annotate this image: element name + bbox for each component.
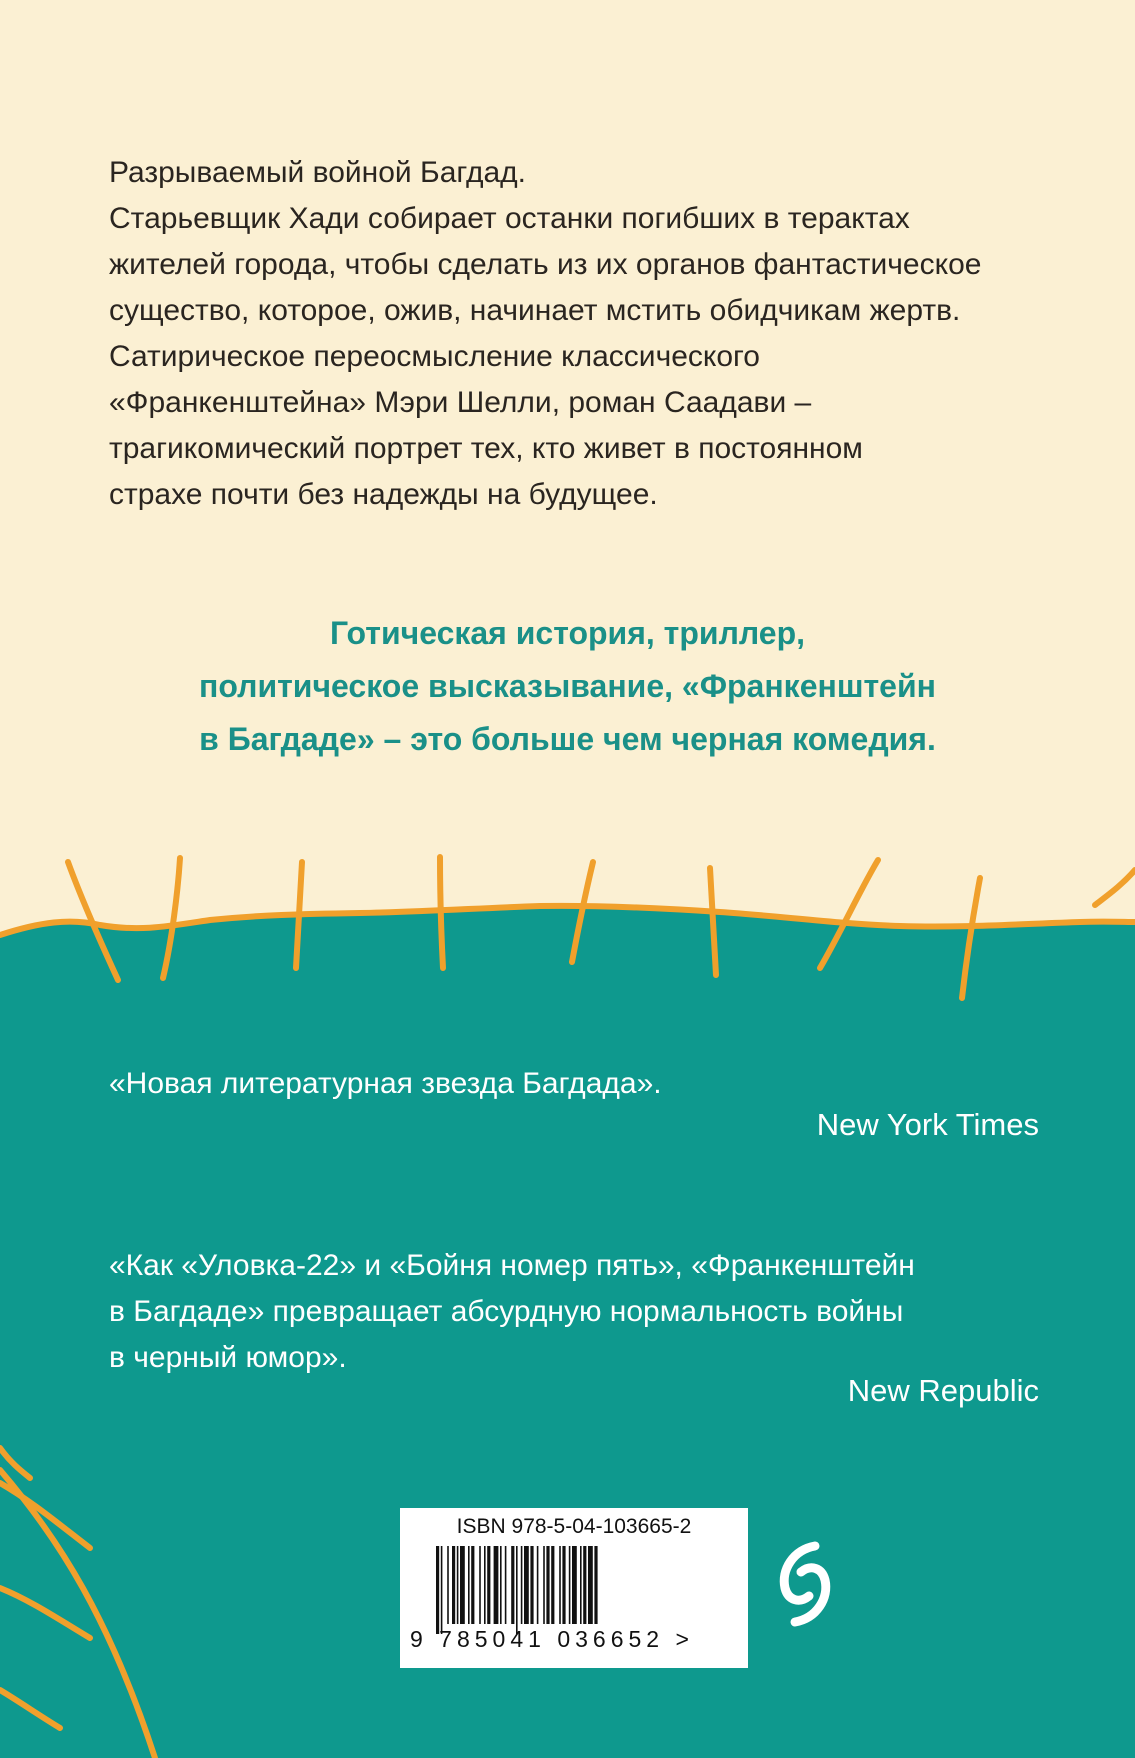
tagline-line: в Багдаде» – это больше чем черная комедия. (199, 721, 936, 757)
barcode-bar (572, 1546, 577, 1624)
synopsis-line: Разрываемый войной Багдад. (109, 156, 526, 189)
barcode-bar (559, 1546, 561, 1624)
synopsis-line: Сатирическое переосмысление классического (109, 340, 760, 373)
barcode-bar (530, 1546, 533, 1624)
synopsis-text (109, 150, 1069, 518)
tagline-line: политическое высказывание, «Франкенштейн (199, 668, 936, 704)
barcode-bar (562, 1546, 565, 1624)
barcode-bar (588, 1546, 593, 1624)
review-source-nyt: New York Times (816, 1107, 1039, 1142)
review-quote-line: «Новая литературная звезда Багдада». (109, 1067, 662, 1100)
review-quote-line: в Багдаде» превращает абсурдную нормальность войны (109, 1295, 904, 1328)
barcode-bar (484, 1546, 486, 1624)
tagline-line: Готическая история, триллер, (329, 615, 806, 651)
barcode-bar (580, 1546, 582, 1624)
synopsis-line: страхе почти без надежды на будущее. (109, 478, 658, 511)
synopsis-line: жителей города, чтобы сделать из их органов фантастическое (109, 248, 982, 281)
barcode-bar (551, 1546, 554, 1624)
barcode-digits: 9 785041 036652 > (410, 1626, 694, 1652)
barcode-bar (546, 1546, 549, 1624)
barcode-bar (569, 1546, 571, 1624)
barcode-bar (471, 1546, 474, 1624)
barcode-bar (505, 1546, 507, 1624)
barcode-bar (543, 1546, 545, 1624)
barcode-bar (583, 1546, 586, 1624)
barcode-bar (500, 1546, 502, 1624)
barcode-bar (511, 1546, 514, 1624)
isbn-label: ISBN 978-5-04-103665-2 (456, 1515, 692, 1538)
barcode-block (400, 1508, 748, 1668)
barcode-bar (436, 1546, 439, 1634)
barcode-bar (441, 1546, 443, 1634)
barcode-bar (447, 1546, 449, 1624)
synopsis-line: существо, которое, ожив, начинает мстить обидчикам жертв. (109, 294, 961, 327)
barcode-bar (452, 1546, 455, 1624)
barcode-bar (468, 1546, 470, 1624)
review-quote-line: в черный юмор». (109, 1341, 347, 1374)
synopsis-line: Старьевщик Хади собирает останки погибших в терактах (109, 202, 910, 235)
synopsis-line: трагикомический портрет тех, кто живет в постоянном (109, 432, 863, 465)
tagline (0, 607, 1135, 766)
barcode-bar (521, 1546, 523, 1624)
barcode-bar (524, 1546, 529, 1624)
barcode-bar (487, 1546, 490, 1624)
eksmo-logo-icon (775, 1540, 835, 1628)
review-quote-nyt (109, 1061, 662, 1107)
barcode-bar (457, 1546, 459, 1624)
barcode-bar (494, 1546, 499, 1624)
barcode-bar (516, 1546, 518, 1634)
barcode-bar (479, 1546, 481, 1624)
barcode-bar (594, 1546, 597, 1624)
barcode-bar (460, 1546, 465, 1624)
barcode-bar (537, 1546, 539, 1624)
review-quote-line: «Как «Уловка-22» и «Бойня номер пять», «Франкенштейн (109, 1249, 915, 1282)
review-quote-new-republic (109, 1243, 915, 1381)
review-source-new-republic: New Republic (847, 1373, 1039, 1408)
synopsis-line: «Франкенштейна» Мэри Шелли, роман Саадави – (109, 386, 812, 419)
